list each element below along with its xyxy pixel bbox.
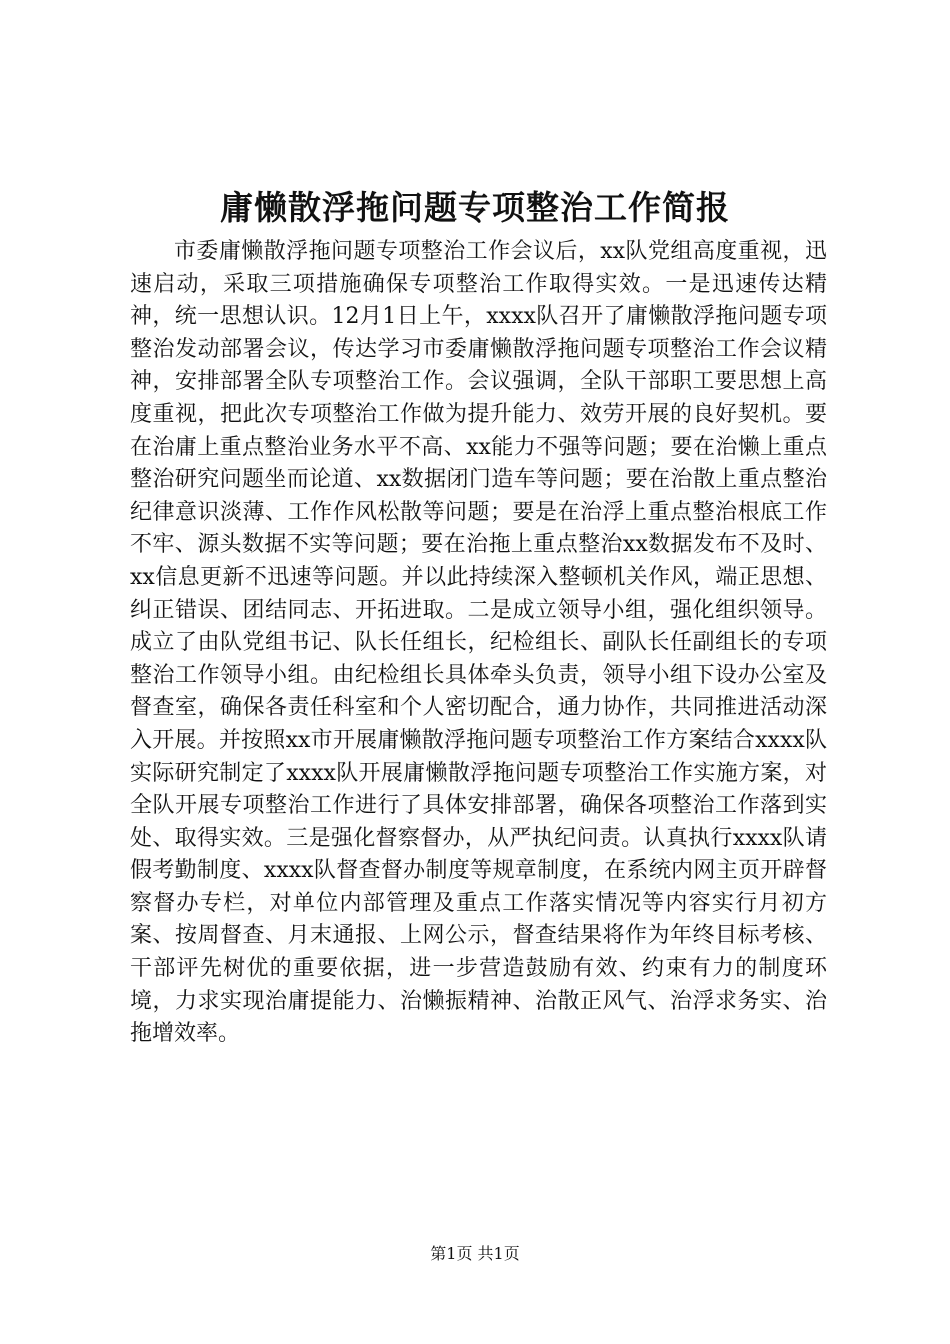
document-body-paragraph: 市委庸懒散浮拖问题专项整治工作会议后，xx队党组高度重视，迅速启动，采取三项措施确保专项整治工作取得实效。一是迅速传达精神，统一思想认识。12月1日上午，xxxx队召开了庸懒散浮拖问题专项整治发动部署会议，传达学习市委庸懒散浮拖问题专项整治工作会议精神，安排部署全队专项整治工作。会议强调，全队干部职工要思想上高度重视，把此次专项整治工作做为提升能力、效劳开展的良好契机。要在治庸上重点整治业务水平不高、xx能力不强等问题；要在治懒上重点整治研究问题坐而论道、xx数据闭门造车等问题；要在治散上重点整治纪律意识淡薄、工作作风松散等问题；要是在治浮上重点整治根底工作不牢、源头数据不实等问题；要在治拖上重点整治xx数据发布不及时、xx信息更新不迅速等问题。并以此持续深入整顿机关作风，端正思想、纠正错误、团结同志、开拓进取。二是成立领导小组，强化组织领导。成立了由队党组书记、队长任组长，纪检组长、副队长任副组长的专项整治工作领导小组。由纪检组长具体牵头负责，领导小组下设办公室及督查室，确保各责任科室和个人密切配合，通力协作，共同推进活动深入开展。并按照xx市开展庸懒散浮拖问题专项整治工作方案结合xxxx队实际研究制定了xxxx队开展庸懒散浮拖问题专项整治工作实施方案，对全队开展专项整治工作进行了具体安排部署，确保各项整治工作落到实处、取得实效。三是强化督察督办，从严执纪问责。认真执行xxxx队请假考勤制度、xxxx队督查督办制度等规章制度，在系统内网主页开辟督察督办专栏，对单位内部管理及重点工作落实情况等内容实行月初方案、按周督查、月末通报、上网公示，督查结果将作为年终目标考核、干部评先树优的重要依据，进一步营造鼓励有效、约束有力的制度环境，力求实现治庸提能力、治懒振精神、治散正风气、治浮求务实、治拖增效率。 <box>130 239 827 1047</box>
document-title: 庸懒散浮拖问题专项整治工作简报 <box>220 188 730 227</box>
page-number-footer: 第1页 共1页 <box>430 1244 520 1263</box>
